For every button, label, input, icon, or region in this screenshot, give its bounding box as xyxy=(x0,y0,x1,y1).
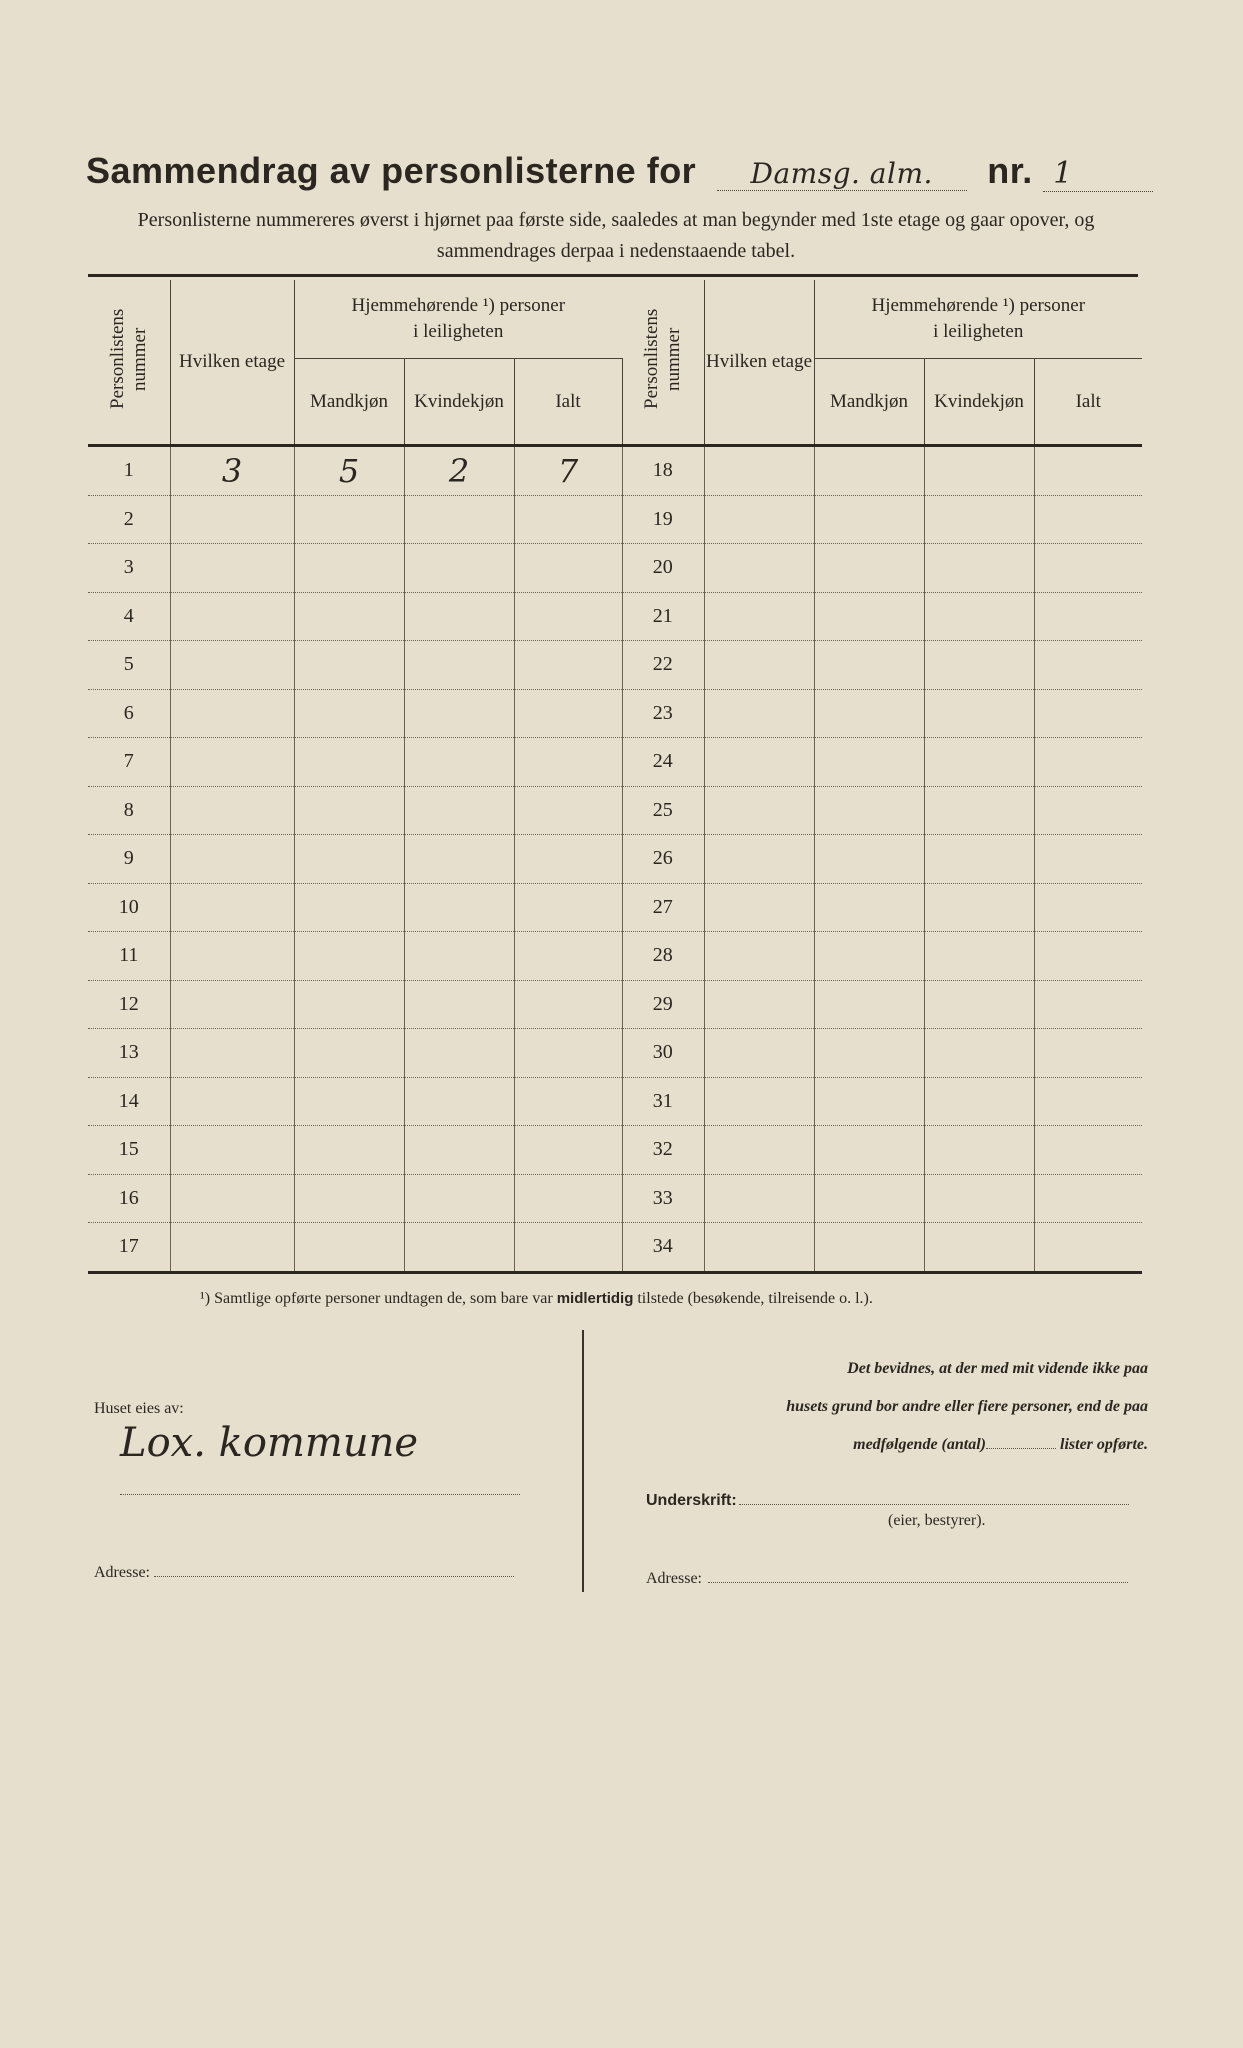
signature-sub: (eier, bestyrer). xyxy=(888,1512,986,1529)
row-mandkjon: 5 xyxy=(294,446,404,496)
header-etage-right: Hvilken etage xyxy=(705,351,813,372)
row-ialt xyxy=(1034,641,1142,690)
row-etage xyxy=(704,446,814,496)
row-mandkjon xyxy=(814,1077,924,1126)
row-kvindekjon xyxy=(924,689,1034,738)
row-number: 20 xyxy=(622,544,704,593)
instructions-text: Personlisterne nummereres øverst i hjørnet paa første side, saaledes at man begynder med 1ste etage og gaar opover, og sammendrages derpaa i nedenstaaende tabel. xyxy=(137,209,1095,262)
row-mandkjon xyxy=(814,495,924,544)
row-ialt xyxy=(1034,446,1142,496)
row-kvindekjon xyxy=(924,446,1034,496)
table-row xyxy=(622,1126,1142,1175)
row-number: 26 xyxy=(622,835,704,884)
row-etage xyxy=(170,641,294,690)
row-ialt xyxy=(514,1174,622,1223)
row-etage xyxy=(170,592,294,641)
row-kvindekjon xyxy=(404,932,514,981)
row-etage xyxy=(704,592,814,641)
row-kvindekjon xyxy=(404,883,514,932)
row-etage xyxy=(704,738,814,787)
row-etage xyxy=(704,689,814,738)
handwritten-place: Damsg. alm. xyxy=(717,157,967,191)
cert-line1: Det bevidnes, at der med mit vidende ikke paa xyxy=(847,1360,1148,1377)
row-number: 10 xyxy=(88,883,170,932)
row-number: 34 xyxy=(622,1223,704,1273)
row-number: 5 xyxy=(88,641,170,690)
row-number: 25 xyxy=(622,786,704,835)
title-prefix: Sammendrag av personlisterne for xyxy=(86,150,697,191)
row-number: 21 xyxy=(622,592,704,641)
row-mandkjon xyxy=(814,1174,924,1223)
table-row xyxy=(622,883,1142,932)
row-etage xyxy=(170,1029,294,1078)
signature-field xyxy=(646,1492,1129,1510)
row-kvindekjon xyxy=(924,932,1034,981)
row-number: 12 xyxy=(88,980,170,1029)
row-kvindekjon xyxy=(404,738,514,787)
row-mandkjon xyxy=(814,883,924,932)
table-row xyxy=(88,592,622,641)
header-ialt: Ialt xyxy=(514,359,622,446)
table-row xyxy=(88,495,622,544)
row-mandkjon xyxy=(814,932,924,981)
row-kvindekjon xyxy=(924,592,1034,641)
row-mandkjon xyxy=(294,1223,404,1273)
table-row xyxy=(622,786,1142,835)
row-mandkjon xyxy=(294,980,404,1029)
row-number: 15 xyxy=(88,1126,170,1175)
row-etage xyxy=(704,835,814,884)
row-ialt xyxy=(1034,1126,1142,1175)
table-row xyxy=(88,980,622,1029)
row-ialt xyxy=(514,689,622,738)
row-ialt xyxy=(514,1223,622,1273)
row-mandkjon xyxy=(294,835,404,884)
row-ialt xyxy=(1034,689,1142,738)
row-ialt xyxy=(514,592,622,641)
row-kvindekjon xyxy=(404,1029,514,1078)
row-kvindekjon xyxy=(924,883,1034,932)
table-row xyxy=(622,980,1142,1029)
cert-address-label: Adresse: xyxy=(646,1570,702,1587)
row-etage xyxy=(704,544,814,593)
header-etage: Hvilken etage xyxy=(178,351,286,372)
row-ialt xyxy=(1034,544,1142,593)
row-etage xyxy=(170,1174,294,1223)
right-table-body xyxy=(622,446,1142,1273)
header-group-line1-right: Hjemmehørende ¹) personer xyxy=(871,295,1086,317)
row-mandkjon xyxy=(294,495,404,544)
row-ialt xyxy=(514,738,622,787)
row-ialt xyxy=(514,980,622,1029)
row-number: 2 xyxy=(88,495,170,544)
row-etage xyxy=(170,1223,294,1273)
row-kvindekjon xyxy=(924,1029,1034,1078)
bottom-divider xyxy=(582,1330,584,1592)
row-kvindekjon xyxy=(404,1077,514,1126)
table-row xyxy=(622,495,1142,544)
row-kvindekjon xyxy=(924,544,1034,593)
row-ialt xyxy=(514,932,622,981)
row-mandkjon xyxy=(814,1126,924,1175)
row-ialt xyxy=(1034,1174,1142,1223)
footnote-bold-word: midlertidig xyxy=(556,1290,634,1307)
row-number: 7 xyxy=(88,738,170,787)
row-number: 9 xyxy=(88,835,170,884)
row-kvindekjon xyxy=(404,1223,514,1273)
header-kvindekjon-right: Kvindekjøn xyxy=(924,359,1034,446)
row-number: 27 xyxy=(622,883,704,932)
row-etage xyxy=(704,932,814,981)
header-group-cell-right xyxy=(814,280,1142,359)
row-etage xyxy=(704,641,814,690)
row-number: 28 xyxy=(622,932,704,981)
row-kvindekjon xyxy=(924,1174,1034,1223)
row-kvindekjon xyxy=(404,1126,514,1175)
row-mandkjon xyxy=(814,980,924,1029)
row-mandkjon xyxy=(294,592,404,641)
row-number: 4 xyxy=(88,592,170,641)
table-row xyxy=(88,641,622,690)
row-ialt xyxy=(514,786,622,835)
header-mandkjon-right: Mandkjøn xyxy=(814,359,924,446)
row-number: 11 xyxy=(88,932,170,981)
header-etage-cell-right xyxy=(704,280,814,446)
row-ialt xyxy=(1034,883,1142,932)
row-etage xyxy=(704,786,814,835)
row-kvindekjon xyxy=(924,738,1034,787)
row-ialt xyxy=(1034,738,1142,787)
row-number: 18 xyxy=(622,446,704,496)
row-mandkjon xyxy=(814,689,924,738)
row-kvindekjon xyxy=(404,495,514,544)
row-ialt xyxy=(1034,932,1142,981)
row-ialt xyxy=(514,835,622,884)
row-number: 29 xyxy=(622,980,704,1029)
signature-label: Underskrift: xyxy=(646,1492,737,1509)
owner-handwritten: Lox. kommune xyxy=(120,1420,520,1495)
table-row xyxy=(88,446,622,496)
row-number: 19 xyxy=(622,495,704,544)
row-etage xyxy=(170,786,294,835)
row-kvindekjon xyxy=(404,689,514,738)
table-row xyxy=(622,544,1142,593)
cert-line3a: medfølgende (antal) xyxy=(853,1436,986,1453)
owner-label: Huset eies av: xyxy=(94,1400,184,1417)
row-etage xyxy=(704,1174,814,1223)
row-mandkjon xyxy=(294,1077,404,1126)
table-row xyxy=(622,689,1142,738)
row-etage xyxy=(704,1223,814,1273)
row-mandkjon xyxy=(814,1223,924,1273)
header-etage-cell xyxy=(170,280,294,446)
row-mandkjon xyxy=(294,1126,404,1175)
row-mandkjon xyxy=(294,932,404,981)
header-kvindekjon: Kvindekjøn xyxy=(404,359,514,446)
row-ialt xyxy=(1034,1029,1142,1078)
table-row xyxy=(622,932,1142,981)
row-kvindekjon xyxy=(924,641,1034,690)
row-mandkjon xyxy=(814,738,924,787)
row-kvindekjon xyxy=(924,835,1034,884)
signature-line xyxy=(739,1504,1129,1505)
row-etage xyxy=(170,495,294,544)
row-ialt xyxy=(1034,786,1142,835)
row-kvindekjon xyxy=(924,1126,1034,1175)
row-mandkjon xyxy=(814,544,924,593)
row-mandkjon xyxy=(294,883,404,932)
row-number: 8 xyxy=(88,786,170,835)
row-etage xyxy=(704,1029,814,1078)
row-kvindekjon xyxy=(404,1174,514,1223)
row-kvindekjon xyxy=(924,495,1034,544)
row-kvindekjon xyxy=(924,786,1034,835)
table-row xyxy=(622,1029,1142,1078)
row-number: 31 xyxy=(622,1077,704,1126)
row-mandkjon xyxy=(294,544,404,593)
owner-address-line xyxy=(154,1576,514,1577)
owner-address-label: Adresse: xyxy=(94,1564,150,1581)
table-row xyxy=(88,1029,622,1078)
table-row xyxy=(88,689,622,738)
table-row xyxy=(88,738,622,787)
certification-text xyxy=(638,1350,1148,1464)
row-etage xyxy=(704,1077,814,1126)
row-ialt xyxy=(514,1029,622,1078)
row-ialt xyxy=(1034,495,1142,544)
row-etage xyxy=(170,883,294,932)
row-kvindekjon xyxy=(924,1223,1034,1273)
table-row xyxy=(88,786,622,835)
row-mandkjon xyxy=(814,786,924,835)
row-kvindekjon xyxy=(404,592,514,641)
row-mandkjon xyxy=(814,446,924,496)
table-row xyxy=(622,446,1142,496)
row-ialt xyxy=(1034,1223,1142,1273)
table-row xyxy=(622,738,1142,787)
row-mandkjon xyxy=(294,786,404,835)
table-row xyxy=(88,835,622,884)
table-row xyxy=(88,883,622,932)
row-etage xyxy=(704,495,814,544)
row-ialt xyxy=(1034,1077,1142,1126)
cert-address-line xyxy=(708,1582,1128,1583)
table-row xyxy=(622,641,1142,690)
row-ialt xyxy=(1034,835,1142,884)
row-kvindekjon xyxy=(924,1077,1034,1126)
row-etage xyxy=(170,689,294,738)
row-number: 14 xyxy=(88,1077,170,1126)
row-number: 1 xyxy=(88,446,170,496)
row-etage xyxy=(170,835,294,884)
table-row xyxy=(622,1174,1142,1223)
row-kvindekjon xyxy=(924,980,1034,1029)
header-personlistens-right: Personlistens nummer xyxy=(640,308,684,410)
row-ialt xyxy=(1034,980,1142,1029)
row-ialt: 7 xyxy=(514,446,622,496)
row-number: 22 xyxy=(622,641,704,690)
header-group-cell xyxy=(294,280,622,359)
row-etage xyxy=(170,544,294,593)
row-mandkjon xyxy=(294,738,404,787)
row-mandkjon xyxy=(814,592,924,641)
row-etage: 3 xyxy=(170,446,294,496)
table-row xyxy=(88,1223,622,1273)
table-row xyxy=(88,1126,622,1175)
table-row xyxy=(88,1174,622,1223)
row-mandkjon xyxy=(814,1029,924,1078)
header-ialt-right: Ialt xyxy=(1034,359,1142,446)
table-row xyxy=(622,1223,1142,1273)
row-number: 33 xyxy=(622,1174,704,1223)
row-kvindekjon xyxy=(404,980,514,1029)
row-ialt xyxy=(514,1126,622,1175)
row-etage xyxy=(704,980,814,1029)
row-number: 6 xyxy=(88,689,170,738)
row-number: 13 xyxy=(88,1029,170,1078)
table-row xyxy=(622,592,1142,641)
row-ialt xyxy=(514,544,622,593)
row-number: 32 xyxy=(622,1126,704,1175)
row-ialt xyxy=(1034,592,1142,641)
row-ialt xyxy=(514,883,622,932)
table-row xyxy=(622,835,1142,884)
row-ialt xyxy=(514,495,622,544)
row-etage xyxy=(170,738,294,787)
row-number: 24 xyxy=(622,738,704,787)
row-kvindekjon xyxy=(404,835,514,884)
row-etage xyxy=(170,1126,294,1175)
cert-line3b: lister opførte. xyxy=(1060,1436,1148,1453)
owner-address xyxy=(94,1564,514,1582)
footnote-suffix: tilstede (besøkende, tilreisende o. l.). xyxy=(637,1290,873,1307)
row-ialt xyxy=(514,1077,622,1126)
table-row xyxy=(88,544,622,593)
header-personlistens-cell-right xyxy=(622,280,704,446)
top-rule xyxy=(88,274,1138,277)
table-row xyxy=(88,932,622,981)
row-ialt xyxy=(514,641,622,690)
row-mandkjon xyxy=(814,835,924,884)
row-etage xyxy=(170,980,294,1029)
row-etage xyxy=(170,1077,294,1126)
cert-address xyxy=(646,1570,1128,1588)
row-number: 23 xyxy=(622,689,704,738)
row-etage xyxy=(170,932,294,981)
table-row xyxy=(622,1077,1142,1126)
row-etage xyxy=(704,1126,814,1175)
summary-table-left xyxy=(88,280,623,1274)
row-kvindekjon xyxy=(404,786,514,835)
table-row xyxy=(88,1077,622,1126)
footnote xyxy=(200,1290,873,1308)
footnote-prefix: ¹) Samtlige opførte personer undtagen de, som bare var xyxy=(200,1290,553,1307)
row-number: 3 xyxy=(88,544,170,593)
cert-count-blank xyxy=(986,1448,1056,1449)
row-kvindekjon: 2 xyxy=(404,446,514,496)
form-title xyxy=(86,150,1153,192)
row-mandkjon xyxy=(294,641,404,690)
row-mandkjon xyxy=(294,1029,404,1078)
left-table-body xyxy=(88,446,622,1273)
row-number: 17 xyxy=(88,1223,170,1273)
header-group-line2: i leiligheten xyxy=(413,321,504,343)
header-personlistens-cell xyxy=(88,280,170,446)
handwritten-nr: 1 xyxy=(1043,156,1153,192)
row-mandkjon xyxy=(294,1174,404,1223)
header-personlistens: Personlistens nummer xyxy=(106,308,150,410)
header-group-line1: Hjemmehørende ¹) personer xyxy=(351,295,566,317)
header-group-line2-right: i leiligheten xyxy=(933,321,1024,343)
row-mandkjon xyxy=(294,689,404,738)
row-kvindekjon xyxy=(404,544,514,593)
row-number: 30 xyxy=(622,1029,704,1078)
header-mandkjon: Mandkjøn xyxy=(294,359,404,446)
cert-line3 xyxy=(638,1426,1148,1464)
row-mandkjon xyxy=(814,641,924,690)
title-nr-label: nr. xyxy=(987,150,1033,191)
row-kvindekjon xyxy=(404,641,514,690)
row-number: 16 xyxy=(88,1174,170,1223)
summary-table-right xyxy=(622,280,1142,1274)
cert-line2: husets grund bor andre eller fiere personer, end de paa xyxy=(786,1398,1148,1415)
row-etage xyxy=(704,883,814,932)
